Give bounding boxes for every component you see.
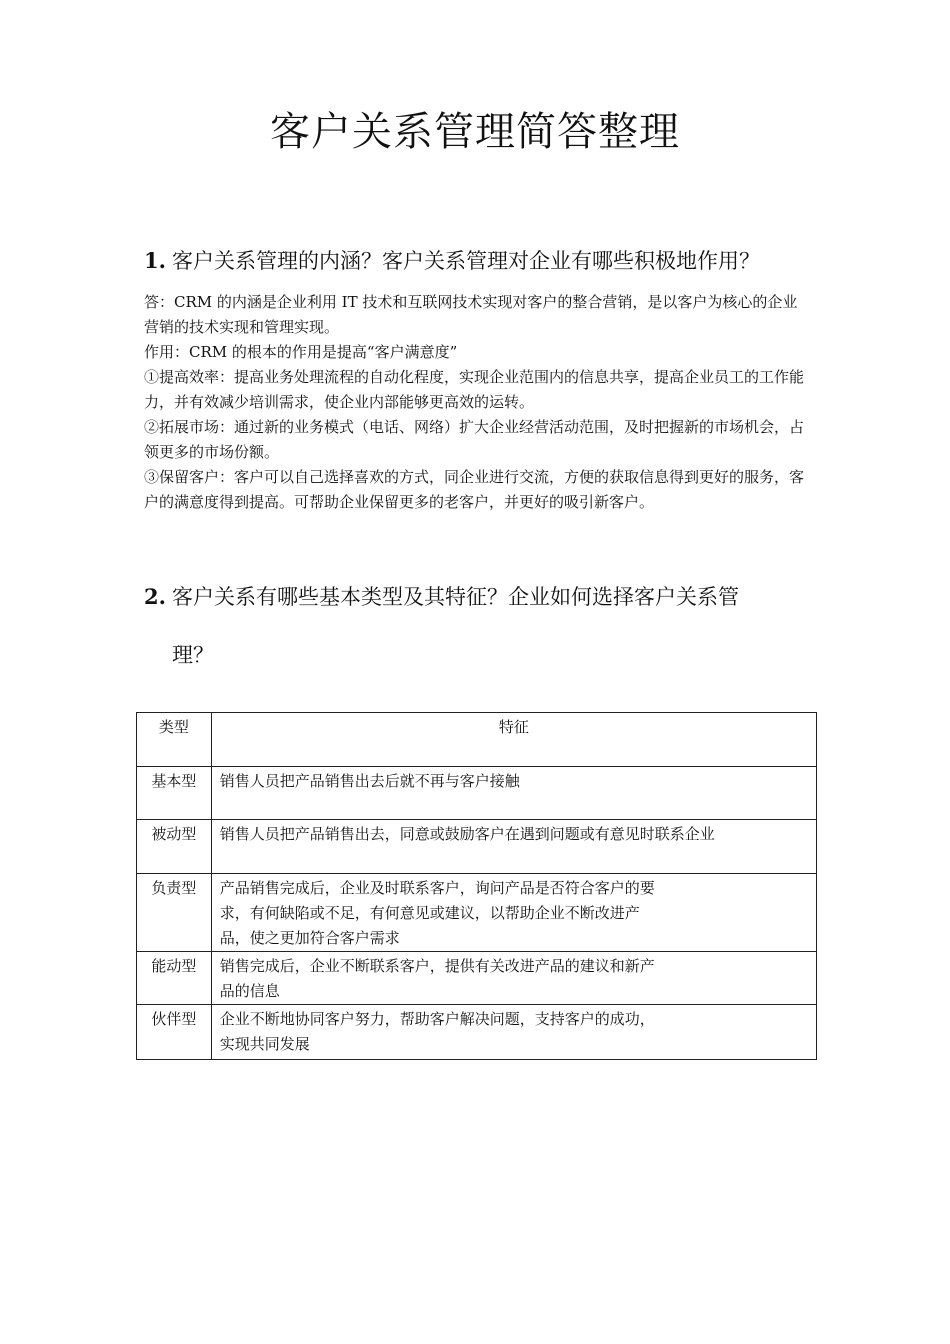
table-row: [137, 767, 817, 820]
cell-type: 负责型: [137, 874, 212, 952]
question-2-number: 2.: [144, 584, 166, 609]
cell-type: 能动型: [137, 952, 212, 1005]
relationship-types-table: [136, 712, 817, 1060]
column-header-feature: 特征: [211, 713, 816, 767]
table-header-row: [137, 713, 817, 767]
table-row: [137, 820, 817, 874]
cell-feature: [211, 1005, 816, 1060]
answer-paragraph: 答：CRM 的内涵是企业利用 IT 技术和互联网技术实现对客户的整合营销，是以客户为核心的企业营销的技术实现和管理实现。: [144, 293, 798, 336]
cell-feature: [211, 952, 816, 1005]
cell-feature-text: 产品销售完成后，企业及时联系客户，询问产品是否符合客户的要求，有何缺陷或不足，有何意见或建议，以帮助企业不断改进产品，使之更加符合客户需求: [219, 879, 655, 947]
table-row: [137, 1005, 817, 1060]
cell-type: 基本型: [137, 767, 212, 820]
answer-1: [144, 290, 812, 515]
document-title: 客户关系管理简答整理: [270, 109, 680, 155]
answer-paragraph: 作用：CRM 的根本的作用是提高“客户满意度”: [144, 343, 458, 361]
question-1-heading: [144, 244, 824, 278]
cell-feature: [211, 874, 816, 952]
cell-type: 伙伴型: [137, 1005, 212, 1060]
question-2-text-line2: 理？: [172, 643, 214, 667]
cell-feature-text: 销售完成后，企业不断联系客户，提供有关改进产品的建议和新产品的信息: [219, 957, 655, 1000]
column-header-type: 类型: [137, 713, 212, 767]
table-row: [137, 952, 817, 1005]
cell-feature: 销售人员把产品销售出去后就不再与客户接触: [211, 767, 816, 820]
cell-feature-text: 企业不断地协同客户努力，帮助客户解决问题，支持客户的成功，实现共同发展: [219, 1010, 655, 1053]
answer-paragraph: ③保留客户：客户可以自己选择喜欢的方式，同企业进行交流，方便的获取信息得到更好的服务，客户的满意度得到提高。可帮助企业保留更多的老客户，并更好的吸引新客户。: [144, 468, 805, 511]
question-1-text: 客户关系管理的内涵？客户关系管理对企业有哪些积极地作用？: [172, 249, 760, 273]
answer-paragraph: ①提高效率：提高业务处理流程的自动化程度，实现企业范围内的信息共享，提高企业员工的工作能力，并有效减少培训需求，使企业内部能够更高效的运转。: [144, 368, 805, 411]
cell-feature: 销售人员把产品销售出去，同意或鼓励客户在遇到问题或有意见时联系企业: [211, 820, 816, 874]
answer-paragraph: ②拓展市场：通过新的业务模式（电话、网络）扩大企业经营活动范围，及时把握新的市场机会，占领更多的市场份额。: [144, 418, 805, 461]
cell-type: 被动型: [137, 820, 212, 874]
table-row: [137, 874, 817, 952]
question-2-heading: [144, 568, 824, 684]
question-2-text-line1: 客户关系有哪些基本类型及其特征？企业如何选择客户关系管: [172, 585, 739, 609]
question-1-number: 1.: [144, 248, 166, 273]
